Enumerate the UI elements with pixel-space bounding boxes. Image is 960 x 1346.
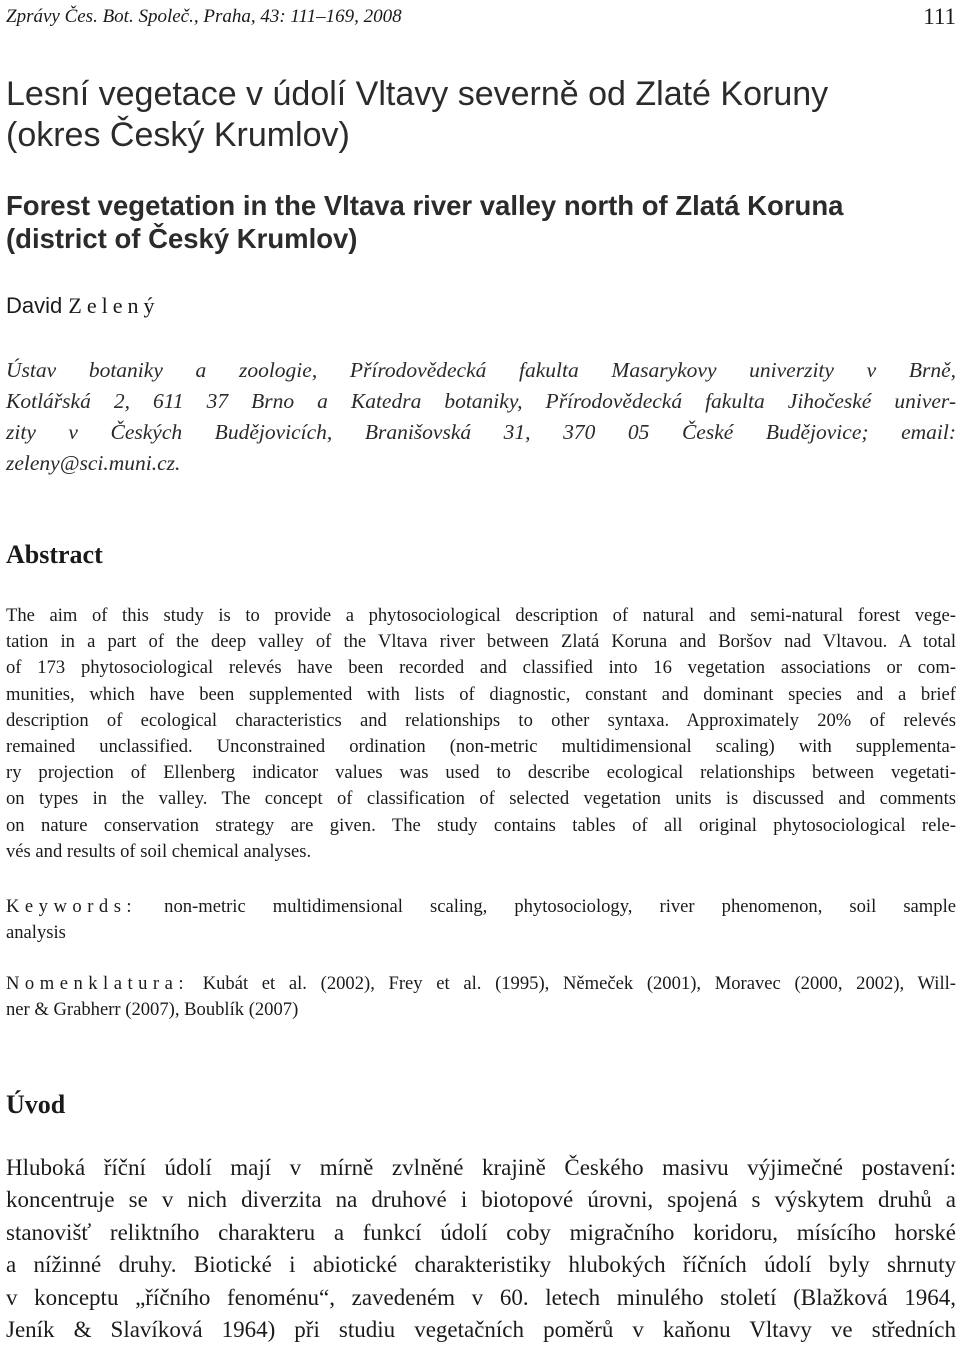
nomenclature-text: Kubát et al. (2002), Frey et al. (1995), Němeček (2001), Moravec (2000, 2002), Will- (202, 973, 956, 994)
title-english-line: Forest vegetation in the Vltava river valley north of Zlatá Koruna (6, 190, 844, 221)
keywords-text: non-metric multidimensional scaling, phytosociology, river phenomenon, soil sample (164, 896, 956, 917)
keywords-label: Keywords: (6, 896, 138, 917)
intro-body (6, 1152, 956, 1346)
author-surname: Zelený (68, 293, 160, 318)
intro-line: v konceptu „říčního fenoménu“, zavedeném v 60. letech minulého století (Blažková 1964, (6, 1284, 956, 1310)
author-first-name: David (6, 293, 63, 318)
abstract-body (6, 603, 956, 865)
title-english (6, 189, 956, 255)
keywords-line: analysis (6, 922, 66, 944)
intro-line: Jeník & Slavíková 1964) při studiu vegetačních poměrů v kaňonu Vltavy ve středních (6, 1317, 956, 1343)
nomenclature-line: ner & Grabherr (2007), Boublík (2007) (6, 999, 299, 1021)
abstract-line: on nature conservation strategy are given. The study contains tables of all original phytosociological rele- (6, 814, 956, 836)
abstract-line: ry projection of Ellenberg indicator values was used to describe ecological relationships between vegetati- (6, 762, 956, 784)
running-header (6, 2, 956, 32)
intro-line: a nížinné druhy. Biotické i abiotické charakteristiky hlubokých říčních údolí byly shrnuty (6, 1252, 956, 1278)
title-english-line: (district of Český Krumlov) (6, 223, 358, 254)
abstract-line: munities, which have been supplemented with lists of diagnostic, constant and dominant species and a brief (6, 683, 956, 705)
title-czech-line: (okres Český Krumlov) (6, 116, 350, 154)
abstract-line: The aim of this study is to provide a phytosociological description of natural and semi-natural forest vege- (6, 605, 956, 626)
keywords-line (6, 894, 956, 920)
nomenclature (6, 971, 956, 1023)
abstract-line: vés and results of soil chemical analyses. (6, 840, 312, 862)
abstract-line: remained unclassified. Unconstrained ordination (non-metric multidimensional scaling) with supplementa- (6, 736, 956, 758)
abstract-heading: Abstract (6, 540, 103, 569)
keywords (6, 894, 956, 946)
abstract-line: tation in a part of the deep valley of the Vltava river between Zlatá Koruna and Boršov nad Vltavou. A total (6, 631, 956, 653)
nomenclature-label: Nomenklatura: (6, 973, 190, 994)
affiliation-email: zeleny@sci.muni.cz. (6, 451, 181, 475)
journal-citation: Zprávy Čes. Bot. Společ., Praha, 43: 111–169, 2008 (6, 6, 402, 27)
nomenclature-line (6, 971, 956, 997)
affiliation-line: Kotlářská 2, 611 37 Brno a Katedra botaniky, Přírodovědecká fakulta Jihočeské univer- (6, 389, 956, 413)
affiliation-line: Ústav botaniky a zoologie, Přírodovědecká fakulta Masarykovy univerzity v Brně, (6, 358, 956, 382)
author (6, 293, 159, 319)
intro-line: koncentruje se v nich diverzita na druhové i biotopové úrovni, spojená s výskytem druhů a (6, 1187, 956, 1213)
section-heading-intro: Úvod (6, 1090, 66, 1119)
page-number: 111 (923, 4, 956, 29)
affiliation (6, 355, 956, 479)
abstract-line: description of ecological characteristics and relationships to other syntaxa. Approximately 20% of relevés (6, 709, 956, 731)
title-czech (6, 74, 956, 156)
abstract-line: on types in the valley. The concept of classification of selected vegetation units is discussed and comments (6, 788, 956, 810)
abstract-line: of 173 phytosociological relevés have been recorded and classified into 16 vegetation associations or com- (6, 657, 956, 679)
intro-line: stanovišť reliktního charakteru a funkcí údolí coby migračního koridoru, mísícího horské (6, 1219, 956, 1245)
affiliation-line: zity v Českých Budějovicích, Branišovská 31, 370 05 České Budějovice; email: (6, 420, 956, 444)
title-czech-line: Lesní vegetace v údolí Vltavy severně od Zlaté Koruny (6, 75, 829, 113)
intro-line: Hluboká říční údolí mají v mírně zvlněné krajině Českého masivu výjimečné postavení: (6, 1155, 956, 1180)
